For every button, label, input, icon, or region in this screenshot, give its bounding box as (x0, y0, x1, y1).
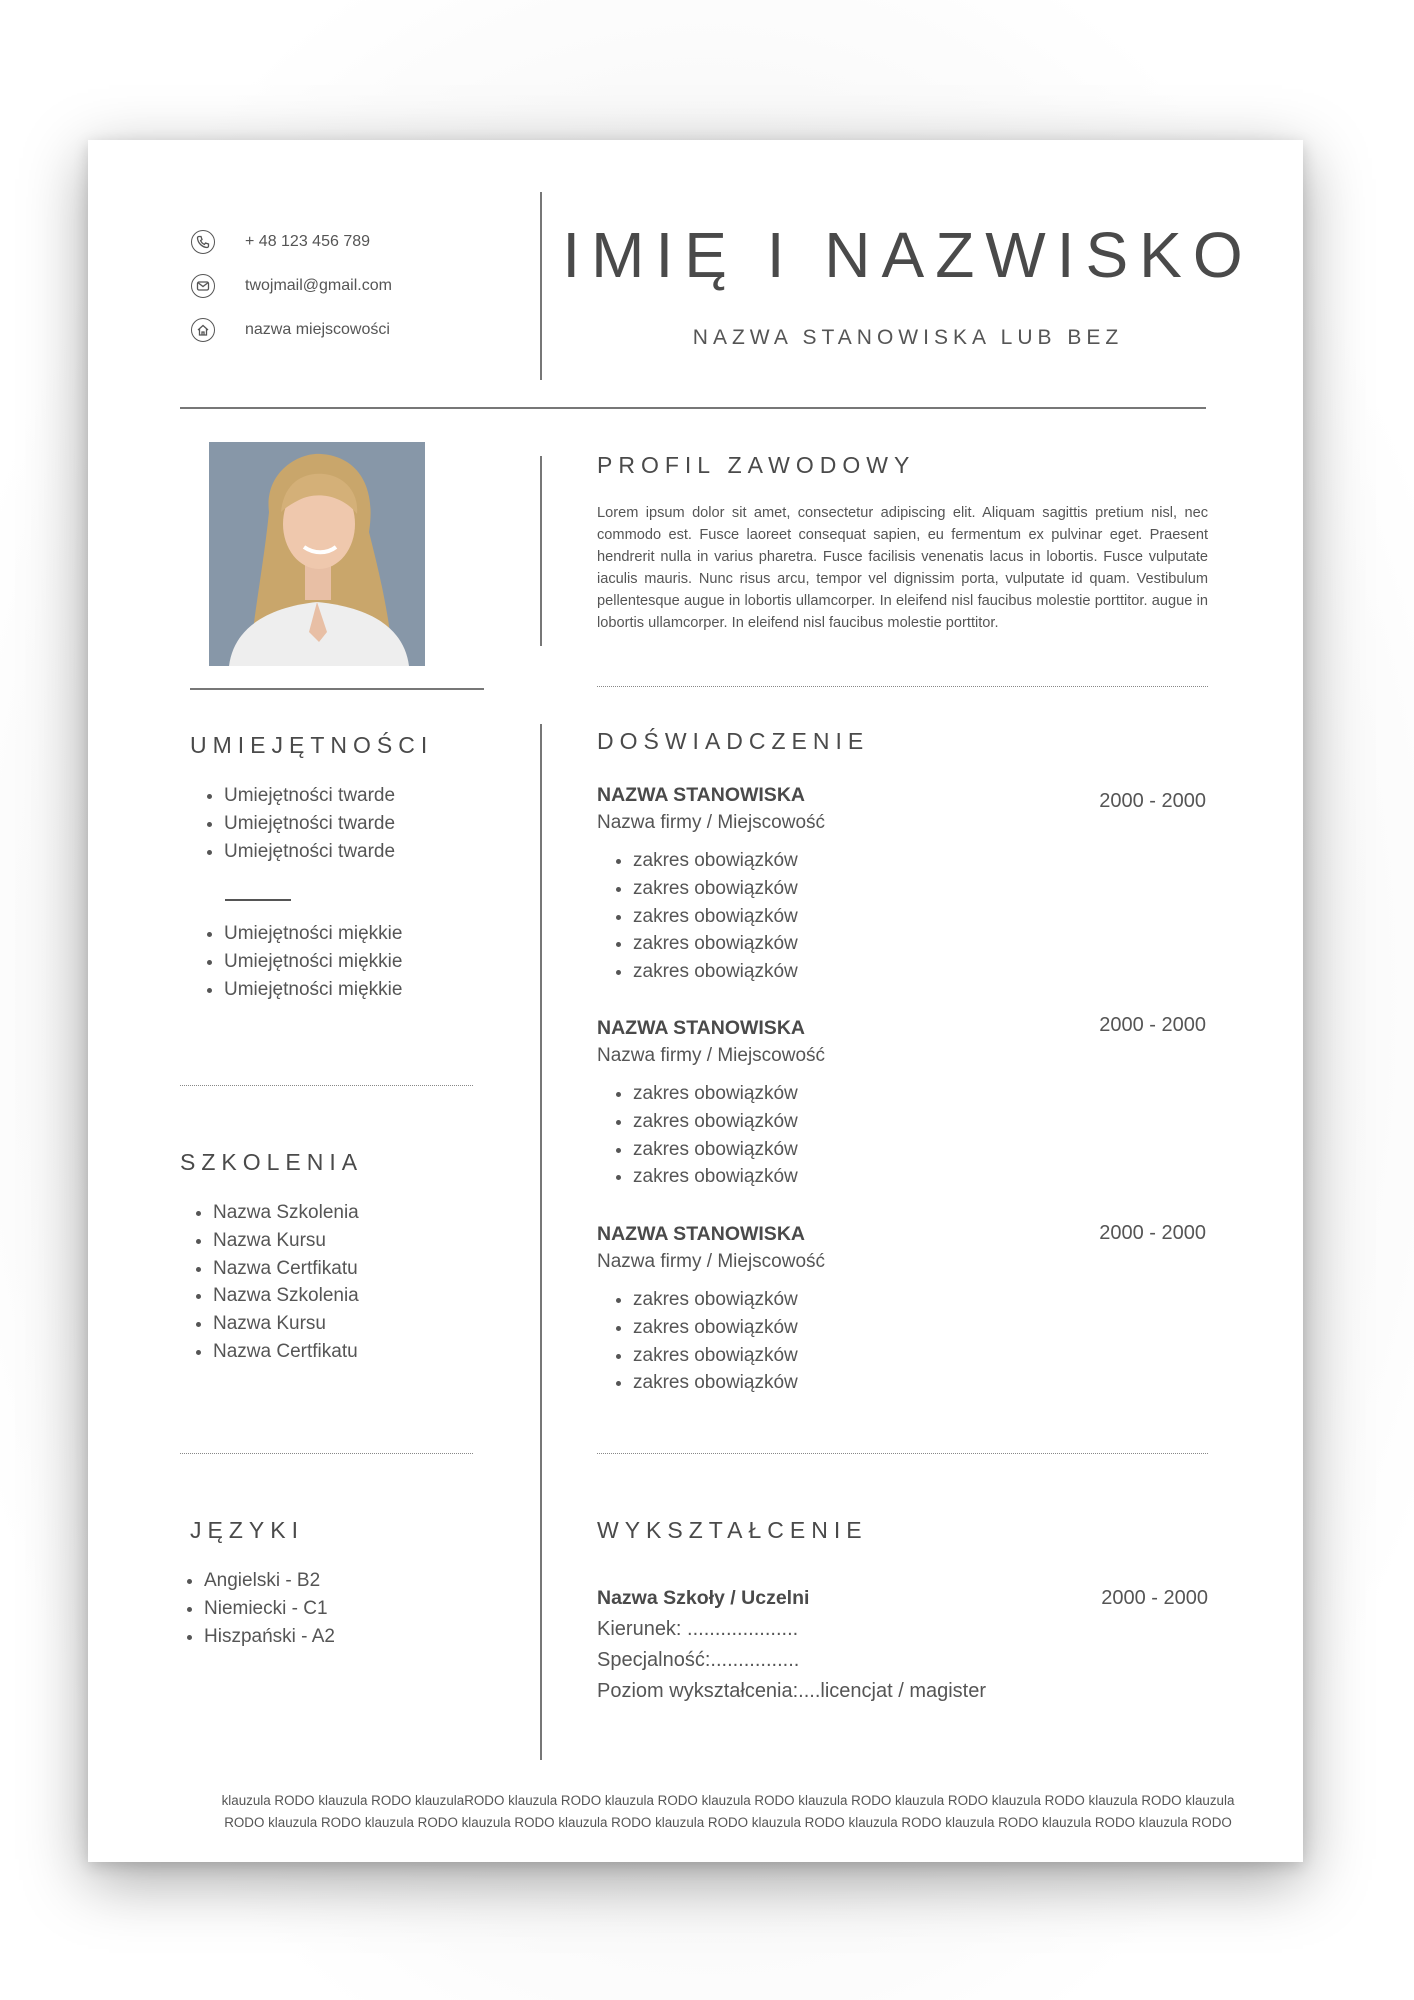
list-item: • zakres obowiązków (633, 1314, 798, 1342)
list-item: • Umiejętności miękkie (224, 920, 402, 948)
profile-heading: PROFIL ZAWODOWY (597, 452, 916, 478)
languages-list (182, 1567, 335, 1650)
list-item: • zakres obowiązków (633, 930, 798, 958)
education-level: Poziom wykształcenia:....licencjat / magister (597, 1680, 987, 1702)
list-item: • Nazwa Certfikatu (213, 1255, 359, 1283)
education-field: Kierunek: .................... (597, 1618, 799, 1640)
trainings-divider (180, 1453, 473, 1454)
job-dates: 2000 - 2000 (1099, 790, 1206, 812)
school-name: Nazwa Szkoły / Uczelni (597, 1587, 810, 1609)
list-item: • Nazwa Kursu (213, 1310, 359, 1338)
full-name: IMIĘ I NAZWISKO (562, 219, 1254, 291)
education-specialty: Specjalność:................ (597, 1649, 800, 1671)
header-divider (180, 407, 1206, 409)
job-company: Nazwa firmy / Miejscowość (597, 1045, 826, 1066)
trainings-heading: SZKOLENIA (180, 1149, 364, 1175)
soft-skills-list (202, 920, 402, 1003)
job-duties-list (611, 1080, 798, 1191)
job-duties-list (611, 1286, 798, 1397)
list-item: • zakres obowiązków (633, 1286, 798, 1314)
job-title: NAZWA STANOWISKA (597, 1223, 805, 1245)
list-item: • zakres obowiązków (633, 847, 798, 875)
home-icon (191, 318, 215, 342)
hard-skills-list (202, 782, 395, 865)
list-item: • zakres obowiązków (633, 958, 798, 986)
list-item: • Angielski - B2 (204, 1567, 335, 1595)
contact-email (191, 271, 392, 301)
list-item: • Nazwa Kursu (213, 1227, 359, 1255)
list-item: • zakres obowiązków (633, 1136, 798, 1164)
list-item: • Niemiecki - C1 (204, 1595, 335, 1623)
list-item: • Nazwa Certfikatu (213, 1338, 359, 1366)
list-item: • zakres obowiązków (633, 1342, 798, 1370)
phone-number: + 48 123 456 789 (245, 233, 371, 250)
profile-photo (209, 442, 425, 666)
profile-divider-vertical (540, 456, 542, 646)
job-title: NAZWA STANOWISKA (597, 784, 805, 806)
list-item: • Umiejętności twarde (224, 838, 395, 866)
education-heading: WYKSZTAŁCENIE (597, 1517, 868, 1543)
experience-heading: DOŚWIADCZENIE (597, 728, 870, 754)
skills-heading: UMIEJĘTNOŚCI (190, 732, 434, 758)
list-item: • Nazwa Szkolenia (213, 1199, 359, 1227)
cv-page (88, 140, 1303, 1862)
list-item: • zakres obowiązków (633, 1163, 798, 1191)
languages-heading: JĘZYKI (190, 1517, 304, 1543)
list-item: • zakres obowiązków (633, 903, 798, 931)
job-company: Nazwa firmy / Miejscowość (597, 812, 826, 833)
main-divider-vertical (540, 724, 542, 1760)
list-item: • Umiejętności miękkie (224, 948, 402, 976)
profile-divider (597, 686, 1208, 687)
gdpr-clause-line: klauzula RODO klauzula RODO klauzulaRODO klauzula RODO klauzula RODO klauzula RODO klauzula RODO klauzula RODO klauzula RODO klauzula RODO klauzula (221, 1793, 1235, 1808)
job-duties-list (611, 847, 798, 986)
header-divider-vertical (540, 192, 542, 380)
city-name: nazwa miejscowości (245, 321, 390, 338)
list-item: • Hiszpański - A2 (204, 1623, 335, 1651)
job-position: NAZWA STANOWISKA LUB BEZ (692, 326, 1124, 349)
contact-phone (191, 227, 370, 257)
phone-icon (191, 230, 215, 254)
gdpr-clause (168, 1790, 1288, 1834)
list-item: • zakres obowiązków (633, 875, 798, 903)
job-dates: 2000 - 2000 (1099, 1222, 1206, 1244)
list-item: • Umiejętności twarde (224, 810, 395, 838)
list-item: • zakres obowiązków (633, 1369, 798, 1397)
list-item: • zakres obowiązków (633, 1080, 798, 1108)
education-dates: 2000 - 2000 (1101, 1587, 1208, 1609)
skills-divider (180, 1085, 473, 1086)
job-company: Nazwa firmy / Miejscowość (597, 1251, 826, 1272)
gdpr-clause-line: RODO klauzula RODO klauzula RODO klauzula RODO klauzula RODO klauzula RODO klauzula RODO klauzula RODO klauzula RODO klauzula RODO klauzula RODO (224, 1815, 1232, 1830)
list-item: • Umiejętności miękkie (224, 976, 402, 1004)
list-item: • Umiejętności twarde (224, 782, 395, 810)
contact-city (191, 315, 390, 345)
list-item: • zakres obowiązków (633, 1108, 798, 1136)
email-address: twojmail@gmail.com (245, 277, 392, 294)
skills-separator (225, 899, 291, 901)
list-item: • Nazwa Szkolenia (213, 1282, 359, 1310)
trainings-list (191, 1199, 359, 1366)
job-dates: 2000 - 2000 (1099, 1014, 1206, 1036)
experience-divider (597, 1453, 1208, 1454)
profile-text: Lorem ipsum dolor sit amet, consectetur adipiscing elit. Aliquam sagittis pretium nisl, nec commodo est. Fusce laoreet consequat sapien, eu fermentum ex pulvinar eget. Praesent hendrerit nulla in varius pharetra. Fusce facilisis venenatis lacus in lobortis. Fusce vulputate iaculis mauris. Nunc risus arcu, tempor vel dignissim porta, vulputate id quam. Vestibulum pellentesque augue in lobortis ullamcorper. In eleifend nisl faucibus molestie porttitor. augue in lobortis ullamcorper. In eleifend nisl faucibus molestie porttitor. (597, 505, 1208, 631)
envelope-icon (191, 274, 215, 298)
photo-underline (190, 688, 484, 690)
job-title: NAZWA STANOWISKA (597, 1017, 805, 1039)
